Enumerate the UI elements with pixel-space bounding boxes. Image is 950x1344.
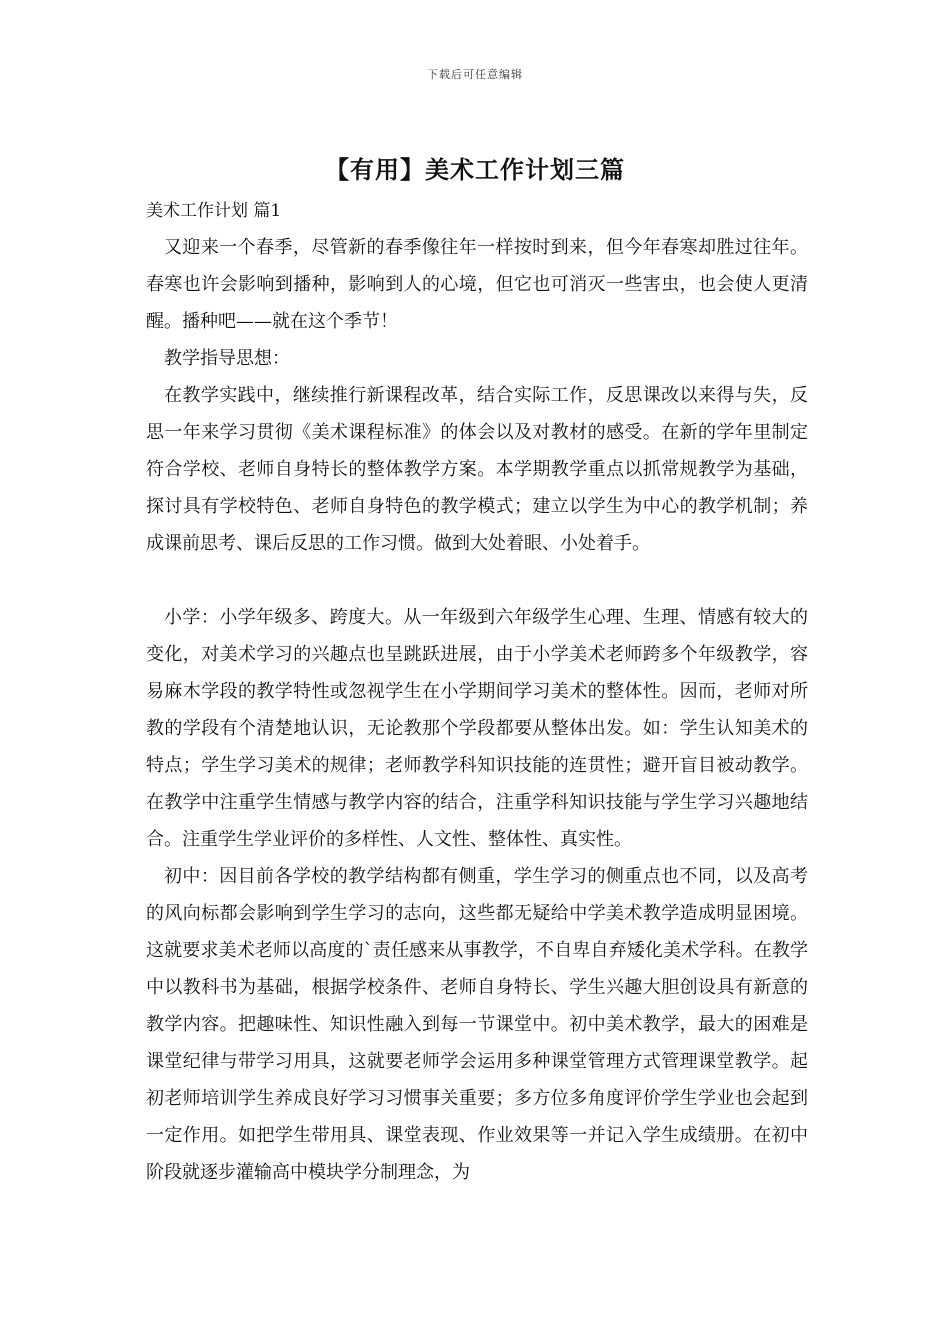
paragraph-middle-school: 初中：因目前各学校的教学结构都有侧重，学生学习的侧重点也不同，以及高考的风向标都会影响到学生学习的志向，这些都无疑给中学美术教学造成明显困境。这就要求美术老师以高度的`责任感来从事教学，不自卑自弃矮化美术学科。在教学中以教科书为基础，根据学校条件、老师自身特长、学生兴趣大胆创设具有新意的教学内容。把趣味性、知识性融入到每一节课堂中。初中美术教学，最大的困难是课堂纪律与带学习用具，这就要老师学会运用多种课堂管理方式管理课堂教学。起初老师培训学生养成良好学习习惯事关重要；多方位多角度评价学生学业也会起到一定作用。如把学生带用具、课堂表现、作业效果等一并记入学生成绩册。在初中阶段就逐步灌输高中模块学分制理念，为 xyxy=(146,866,808,1183)
section-label: 美术工作计划 篇1 xyxy=(146,201,282,221)
paragraph-guiding-thought: 在教学实践中，继续推行新课程改革，结合实际工作，反思课改以来得与失，反思一年来学习贯彻《美术课程标准》的体会以及对教材的感受。在新的学年里制定符合学校、老师自身特长的整体教学方案。本学期教学重点以抓常规教学为基础，探讨具有学校特色、老师自身特色的教学模式；建立以学生为中心的教学机制；养成课前思考、课后反思的工作习惯。做到大处着眼、小处着手。 xyxy=(146,385,808,554)
document-title: 【有用】美术工作计划三篇 xyxy=(325,155,625,184)
document-body xyxy=(146,197,808,1191)
paragraph-gap xyxy=(146,562,808,599)
paragraph-intro: 又迎来一个春季，尽管新的春季像往年一样按时到来，但今年春寒却胜过往年。春寒也许会影响到播种，影响到人的心境，但它也可消灭一些害虫，也会使人更清醒。播种吧——就在这个季节！ xyxy=(146,237,808,332)
header-note: 下载后可任意编辑 xyxy=(427,68,523,81)
paragraph-primary-school: 小学：小学年级多、跨度大。从一年级到六年级学生心理、生理、情感有较大的变化，对美术学习的兴趣点也呈跳跃进展，由于小学美术老师跨多个年级教学，容易麻木学段的教学特性或忽视学生在小学期间学习美术的整体性。因而，老师对所教的学段有个清楚地认识，无论教那个学段都要从整体出发。如：学生认知美术的特点；学生学习美术的规律；老师教学科知识技能的连贯性；避开盲目被动教学。在教学中注重学生情感与教学内容的结合，注重学科知识技能与学生学习兴趣地结合。注重学生学业评价的多样性、人文性、整体性、真实性。 xyxy=(146,607,808,850)
paragraph-heading: 教学指导思想： xyxy=(164,348,290,369)
